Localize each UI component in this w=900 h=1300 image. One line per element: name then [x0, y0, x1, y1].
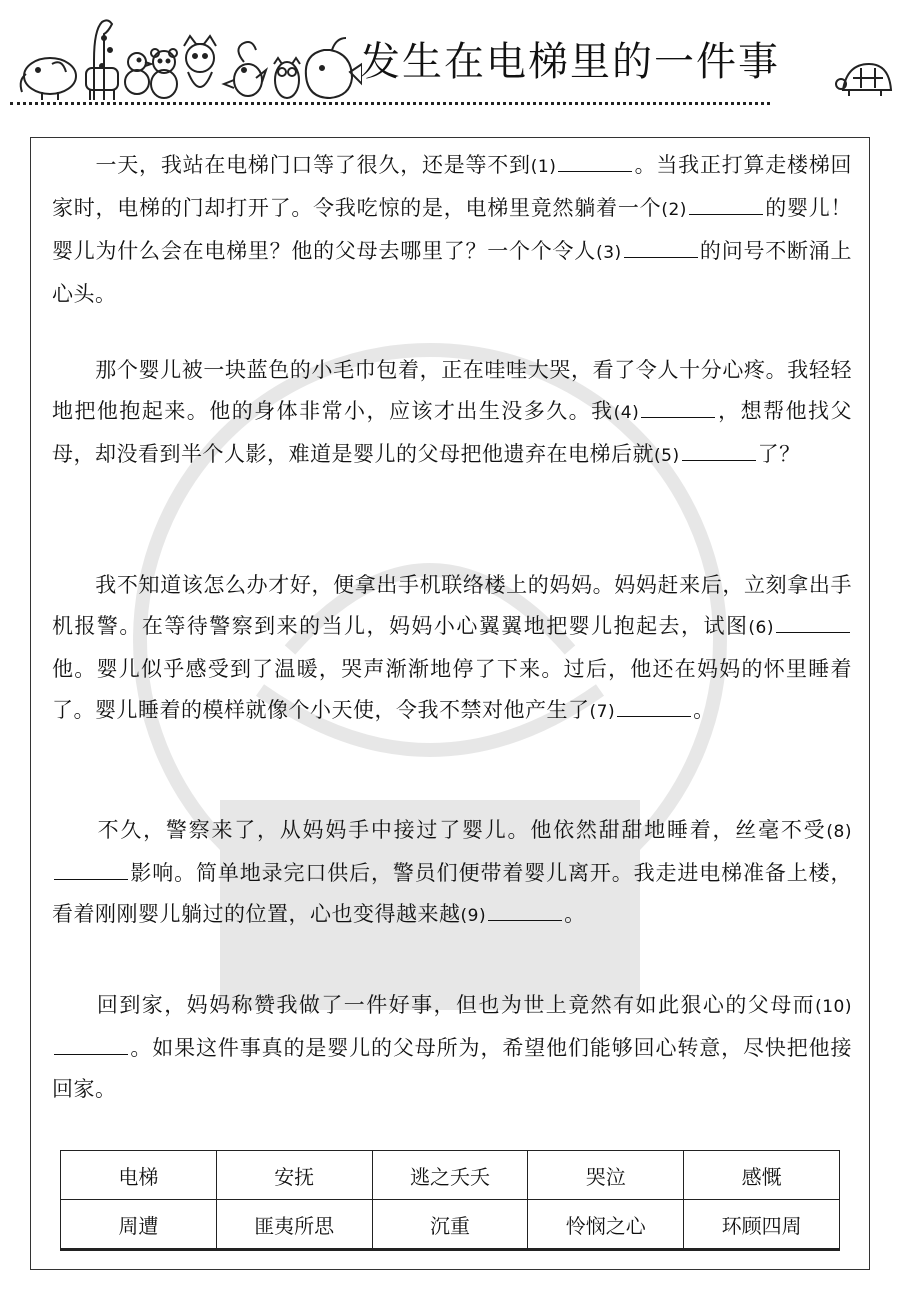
- answer-blank[interactable]: [689, 196, 763, 215]
- passage-text: 不久，警察来了，从妈妈手中接过了婴儿。他依然甜甜地睡着，丝毫不受: [97, 818, 827, 842]
- answer-blank[interactable]: [776, 614, 850, 633]
- word-bank-cell: 环顾四周: [684, 1200, 840, 1250]
- animal-parade-decoration: [12, 10, 362, 102]
- blank-number: (9): [460, 906, 487, 926]
- paragraph-1: [52, 145, 852, 315]
- word-bank-cell: 怜悯之心: [528, 1200, 684, 1250]
- paragraph-4: [52, 810, 852, 937]
- word-bank-cell: 沉重: [372, 1200, 528, 1250]
- passage-text: 影响。简单地录完口供后，警员们便带着婴儿离开。我走进电梯准备上楼，看着刚刚婴儿躺过的位置，心也变得越来越: [52, 861, 852, 926]
- paragraph-5: [52, 985, 852, 1110]
- word-bank-cell: 安抚: [216, 1151, 372, 1200]
- passage-text: ，想帮他找父母，却没看到半个人影，难道是婴儿的父母把他遗弃在电梯后就: [52, 399, 853, 466]
- blank-number: (5): [654, 446, 680, 466]
- passage-text: 。: [693, 698, 715, 722]
- answer-blank[interactable]: [682, 442, 756, 461]
- word-bank-cell: 感慨: [684, 1151, 840, 1200]
- blank-number: (7): [589, 702, 616, 722]
- passage-text: 了？: [757, 442, 801, 466]
- answer-blank[interactable]: [641, 399, 715, 418]
- passage-text: 。如果这件事真的是婴儿的父母所为，希望他们能够回心转意，尽快把他接回家。: [52, 1036, 852, 1101]
- turtle-decoration: [835, 60, 895, 100]
- word-bank-row: [61, 1151, 840, 1200]
- word-bank-cell: 哭泣: [528, 1151, 684, 1200]
- passage-text: 的婴儿！婴儿为什么会在电梯里？他的父母去哪里了？一个个令人: [52, 196, 853, 263]
- word-bank-cell: 匪夷所思: [216, 1200, 372, 1250]
- header: [0, 0, 900, 110]
- blank-number: (4): [613, 403, 640, 423]
- passage-text: 。: [564, 902, 586, 926]
- paragraph-3: [52, 565, 852, 733]
- blank-number: (1): [530, 157, 557, 177]
- blank-number: (2): [661, 200, 687, 220]
- word-bank-table: [60, 1150, 840, 1251]
- blank-number: (3): [596, 243, 622, 263]
- answer-blank[interactable]: [54, 861, 128, 880]
- answer-blank[interactable]: [617, 698, 691, 717]
- word-bank-cell: 周遭: [61, 1200, 217, 1250]
- answer-blank[interactable]: [488, 902, 562, 921]
- word-bank-cell: 电梯: [61, 1151, 217, 1200]
- answer-blank[interactable]: [558, 153, 632, 172]
- passage-text: 的问号不断涌上心头。: [52, 239, 853, 306]
- passage-text: 他。婴儿似乎感受到了温暖，哭声渐渐地停了下来。过后，他还在妈妈的怀里睡着了。婴儿睡着的模样就像个小天使，令我不禁对他产生了: [52, 657, 852, 722]
- answer-blank[interactable]: [54, 1036, 128, 1055]
- passage-text: 。当我正打算走楼梯回家时，电梯的门却打开了。令我吃惊的是，电梯里竟然躺着一个: [52, 153, 853, 220]
- answer-blank[interactable]: [624, 239, 698, 258]
- passage-text: 我不知道该怎么办才好，便拿出手机联络楼上的妈妈。妈妈赶来后，立刻拿出手机报警。在等待警察到来的当儿，妈妈小心翼翼地把婴儿抱起去，试图: [52, 573, 852, 638]
- word-bank-cell: 逃之夭夭: [372, 1151, 528, 1200]
- word-bank-row: [61, 1200, 840, 1250]
- passage-text: 回到家，妈妈称赞我做了一件好事，但也为世上竟然有如此狠心的父母而: [96, 993, 816, 1017]
- dotted-divider: [10, 102, 770, 105]
- passage-text: 一天，我站在电梯门口等了很久，还是等不到: [95, 153, 531, 177]
- blank-number: (10): [815, 997, 852, 1017]
- page-title: 发生在电梯里的一件事: [360, 39, 780, 85]
- paragraph-2: [52, 350, 852, 477]
- passage-text: 那个婴儿被一块蓝色的小毛巾包着，正在哇哇大哭，看了令人十分心疼。我轻轻地把他抱起来。他的身体非常小，应该才出生没多久。我: [52, 358, 852, 423]
- blank-number: (6): [748, 618, 774, 638]
- blank-number: (8): [826, 822, 853, 842]
